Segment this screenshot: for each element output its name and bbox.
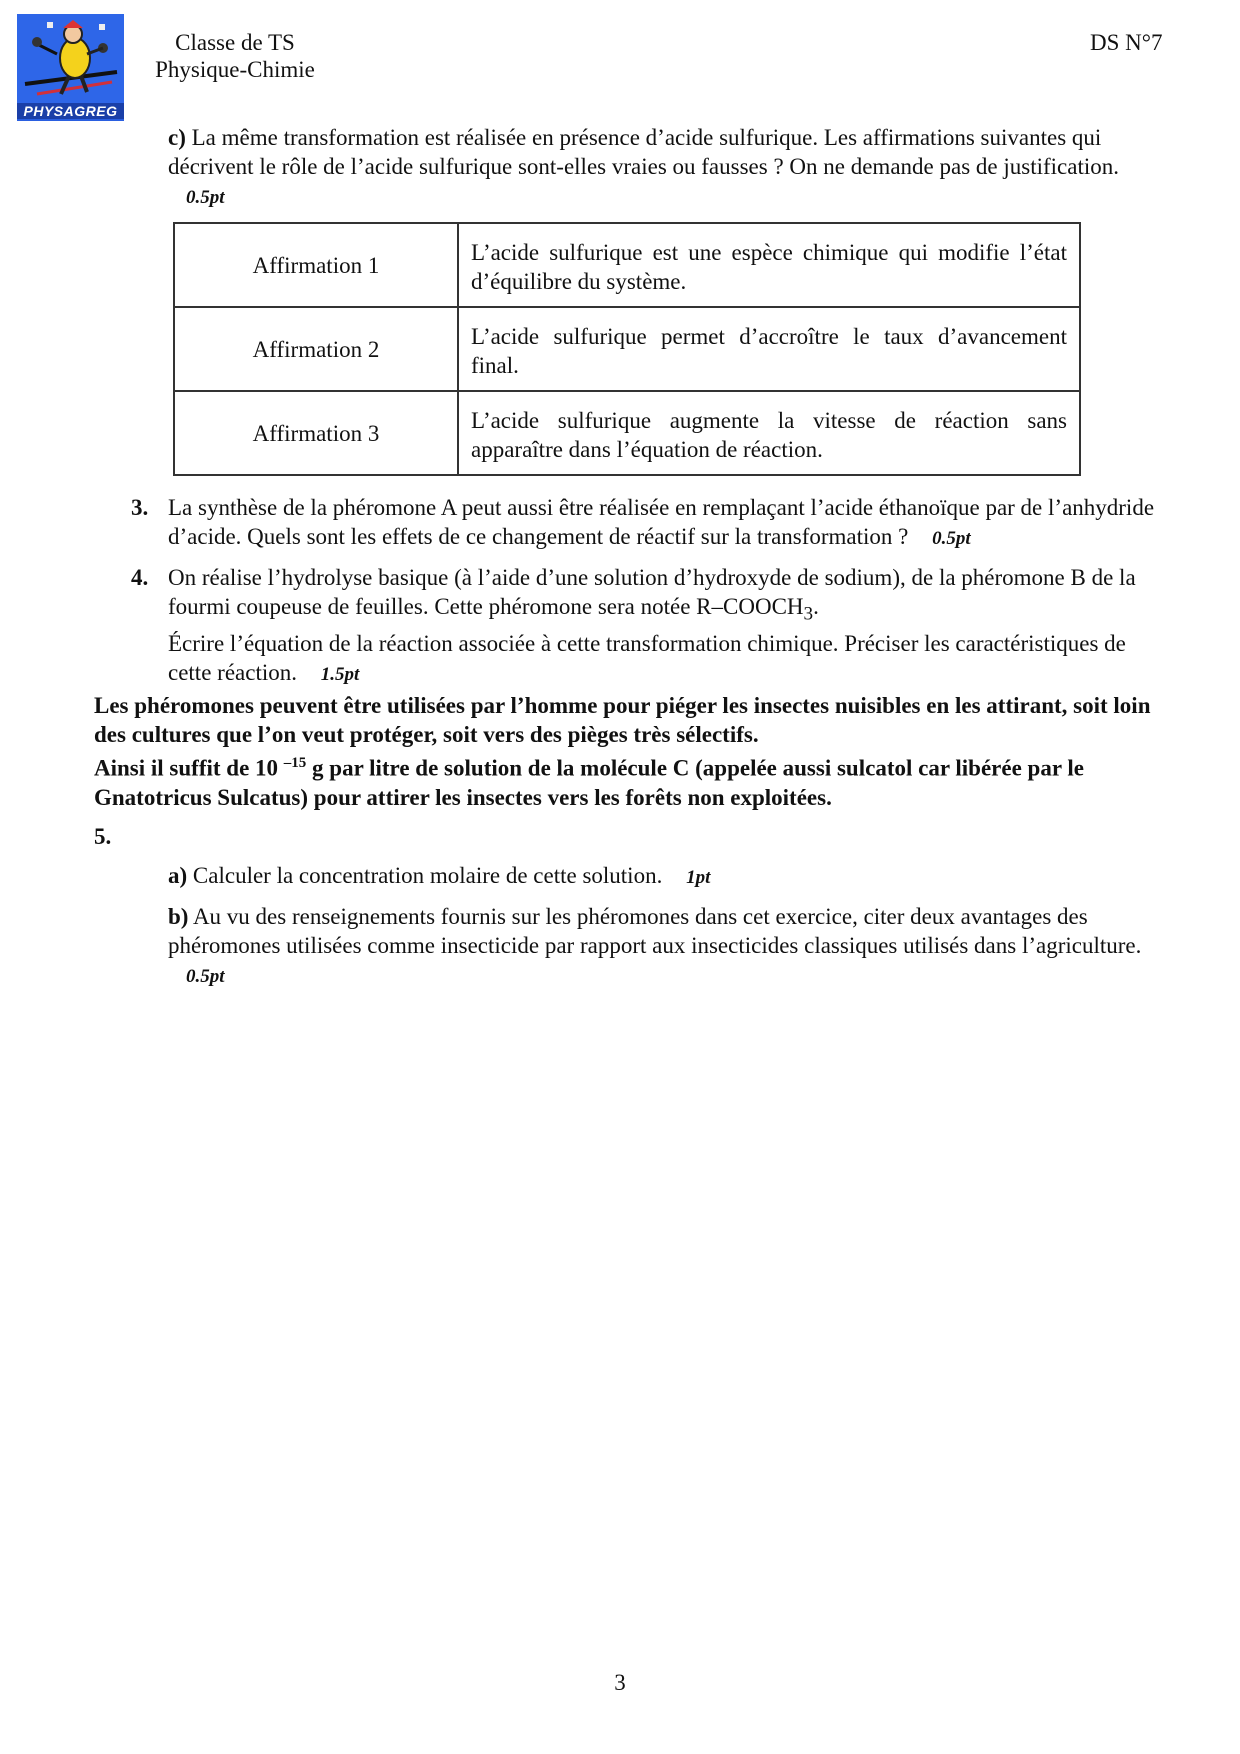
- table-row: [174, 391, 1080, 475]
- question-4-text-end: .: [813, 594, 819, 619]
- affirmation-label: Affirmation 3: [174, 391, 458, 475]
- pheromones-line-2: [94, 749, 1169, 812]
- question-5a-points: 1pt: [686, 867, 711, 888]
- logo-figure-icon: [17, 14, 124, 106]
- logo-caption: PHYSAGREG: [17, 103, 124, 119]
- question-5b-text: Au vu des renseignements fournis sur les phéromones dans cet exercice, citer deux avantages des phéromones utilisées comme insecticide par rapport aux insecticides classiques utilisés dans l’agriculture.: [168, 904, 1142, 958]
- affirmation-text: L’acide sulfurique augmente la vitesse de réaction sans apparaître dans l’équation de réaction.: [458, 391, 1080, 475]
- affirmation-text: L’acide sulfurique permet d’accroître le taux d’avancement final.: [458, 307, 1080, 391]
- question-3-number: 3.: [131, 495, 149, 520]
- question-3-points: 0.5pt: [932, 528, 971, 549]
- table-row: [174, 307, 1080, 391]
- question-c: [168, 123, 1160, 212]
- header-class: Classe de TS: [175, 30, 295, 55]
- question-4-text: On réalise l’hydrolyse basique (à l’aide d’une solution d’hydroxyde de sodium), de la phéromone B de la fourmi coupeuse de feuilles. Cette phéromone sera notée R–COOCH: [168, 565, 1136, 619]
- affirmations-table: [173, 222, 1081, 476]
- affirmation-label: Affirmation 2: [174, 307, 458, 391]
- question-5a-text: Calculer la concentration molaire de cette solution.: [192, 863, 663, 888]
- question-3: [168, 493, 1168, 553]
- header-ds-number: DS N°7: [1090, 30, 1163, 55]
- header-subject: Physique-Chimie: [155, 57, 315, 82]
- question-5a: [168, 861, 1168, 892]
- question-4-statement: [168, 563, 1168, 629]
- table-row: [174, 223, 1080, 307]
- question-4-points: 1.5pt: [320, 663, 360, 685]
- pheromones-exponent: –15: [283, 755, 307, 771]
- physagreg-logo: [17, 14, 124, 121]
- affirmation-label: Affirmation 1: [174, 223, 458, 307]
- question-c-label: c): [168, 125, 186, 150]
- question-c-text: La même transformation est réalisée en présence d’acide sulfurique. Les affirmations suivantes qui décrivent le rôle de l’acide sulfurique sont-elles vraies ou fausses ? On ne demande pas de justification.: [168, 125, 1119, 179]
- question-4-instruction: [168, 629, 1168, 689]
- pheromones-line-2-end: g par litre de solution de la molécule C (appelée aussi sulcatol car libérée par le Gnatotricus Sulcatus) pour attirer les insectes vers les forêts non exploitées.: [94, 755, 1084, 810]
- question-5a-label: a): [168, 863, 188, 888]
- question-5b: [168, 902, 1168, 991]
- question-4-number: 4.: [131, 565, 149, 590]
- pheromones-line-1: Les phéromones peuvent être utilisées par l’homme pour piéger les insectes nuisibles en les attirant, soit loin des cultures que l’on veut protéger, soit vers des pièges très sélectifs.: [94, 693, 1151, 747]
- question-4-text2: Écrire l’équation de la réaction associée à cette transformation chimique. Préciser les caractéristiques de cette réaction.: [168, 630, 1126, 685]
- question-5b-label: b): [168, 904, 189, 929]
- pheromones-paragraph: [94, 691, 1169, 812]
- affirmation-text: L’acide sulfurique est une espèce chimique qui modifie l’état d’équilibre du système.: [458, 223, 1080, 307]
- page-number: 3: [614, 1670, 626, 1695]
- question-5-number: 5.: [94, 824, 112, 849]
- question-5b-points: 0.5pt: [186, 966, 225, 987]
- question-4: [168, 563, 1168, 689]
- question-3-text: La synthèse de la phéromone A peut aussi être réalisée en remplaçant l’acide éthanoïque par de l’anhydride d’acide. Quels sont les effets de ce changement de réactif sur la transformation ?: [168, 495, 1155, 549]
- question-c-points: 0.5pt: [186, 187, 225, 208]
- question-4-subscript: 3: [803, 603, 814, 625]
- pheromones-line-2-start: Ainsi il suffit de 10: [94, 755, 279, 781]
